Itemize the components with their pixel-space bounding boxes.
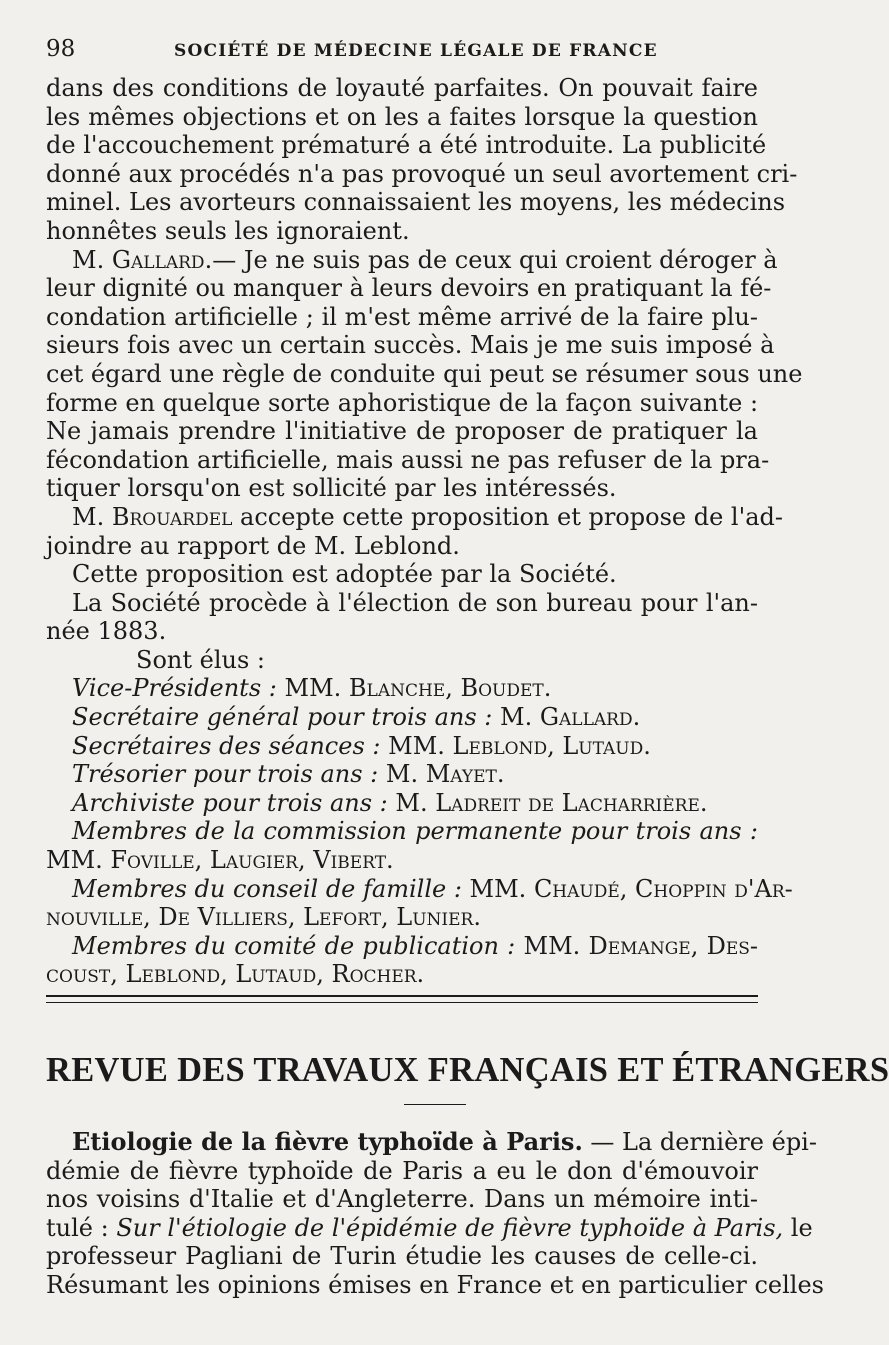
text-run: — La dernière épi- bbox=[582, 1128, 817, 1156]
text-line: Cette proposition est adoptée par la Société. bbox=[72, 560, 617, 589]
officer-line bbox=[46, 732, 758, 761]
text-run: tulé : bbox=[46, 1213, 117, 1242]
text-line: de l'accouchement prématuré a été introduite. La publicité bbox=[46, 131, 767, 160]
text-line bbox=[46, 1213, 813, 1243]
officer-line bbox=[46, 760, 758, 789]
officer-role: Secrétaires des séances : bbox=[72, 731, 381, 760]
speaker-name: M. Brouardel bbox=[72, 502, 233, 531]
running-head bbox=[46, 34, 758, 64]
comite-line bbox=[46, 932, 758, 961]
page-number: 98 bbox=[46, 36, 76, 62]
officer-names: M. Gallard. bbox=[492, 703, 641, 732]
article-first-line bbox=[46, 1127, 817, 1157]
article-heading: Etiologie de la fièvre typhoïde à Paris. bbox=[72, 1127, 583, 1156]
officer-line bbox=[46, 703, 758, 732]
elected-intro: Sont élus : bbox=[136, 645, 265, 674]
officer-role: Archiviste pour trois ans : bbox=[72, 788, 388, 817]
text-line: honnêtes seuls les ignoraient. bbox=[46, 216, 410, 245]
section-divider bbox=[46, 995, 758, 1007]
officer-role: Trésorier pour trois ans : bbox=[72, 760, 379, 789]
divider-thin bbox=[46, 1002, 758, 1003]
text-line: Ne jamais prendre l'initiative de proposer de pratiquer la bbox=[46, 417, 758, 446]
section-title: REVUE DES TRAVAUX FRANÇAIS ET ÉTRANGERS bbox=[46, 1050, 889, 1089]
speaker-name: M. Gallard. bbox=[72, 245, 213, 274]
text-line: nos voisins d'Italie et d'Angleterre. Dans un mémoire inti- bbox=[46, 1185, 758, 1214]
text-line: tiquer lorsqu'on est sollicité par les intéressés. bbox=[46, 474, 617, 503]
comite-names: coust, Leblond, Lutaud, Rocher. bbox=[46, 960, 425, 989]
officer-names: MM. Blanche, Boudet. bbox=[276, 674, 552, 703]
officer-line bbox=[46, 789, 758, 818]
text-run: accepte cette proposition et propose de l'ad- bbox=[232, 502, 783, 531]
officer-role: Vice-Présidents : bbox=[72, 674, 277, 703]
commission-names: MM. Foville, Laugier, Vibert. bbox=[46, 846, 394, 875]
text-line: fécondation artificielle, mais aussi ne pas refuser de la pra- bbox=[46, 445, 770, 474]
officer-role: Secrétaire général pour trois ans : bbox=[72, 703, 493, 732]
paragraph-brouardel bbox=[46, 502, 783, 532]
article-text bbox=[46, 1127, 824, 1300]
paragraph-gallard bbox=[46, 245, 778, 275]
text-line: condation artificielle ; il m'est même arrivé de la faire plu- bbox=[46, 302, 758, 331]
journal-title: SOCIÉTÉ DE MÉDECINE LÉGALE DE FRANCE bbox=[174, 41, 658, 61]
conseil-line bbox=[46, 874, 793, 904]
text-line: démie de fièvre typhoïde de Paris a eu le don d'émouvoir bbox=[46, 1156, 758, 1185]
officer-role: Membres du comité de publication : bbox=[72, 931, 516, 960]
text-line: professeur Pagliani de Turin étudie les causes de celle-ci. bbox=[46, 1242, 758, 1271]
text-line: joindre au rapport de M. Leblond. bbox=[46, 531, 460, 560]
text-line: leur dignité ou manquer à leurs devoirs en pratiquant la fé- bbox=[46, 274, 772, 303]
text-line: dans des conditions de loyauté parfaites. On pouvait faire bbox=[46, 74, 758, 102]
text-line: les mêmes objections et on les a faites lorsque la question bbox=[46, 102, 758, 131]
text-line: donné aux procédés n'a pas provoqué un seul avortement cri- bbox=[46, 159, 798, 188]
commission-role-line bbox=[46, 817, 758, 846]
memoir-title: Sur l'étiologie de l'épidémie de fièvre typhoïde à Paris, bbox=[116, 1213, 784, 1242]
officer-names: MM. Leblond, Lutaud. bbox=[380, 731, 651, 760]
officer-names: MM. Demange, Des- bbox=[515, 931, 758, 960]
conseil-names: nouville, De Villiers, Lefort, Lunier. bbox=[46, 903, 481, 932]
officer-names: M. Ladreit de Lacharrière. bbox=[387, 788, 708, 817]
text-line: minel. Les avorteurs connaissaient les moyens, les médecins bbox=[46, 188, 786, 217]
text-line: sieurs fois avec un certain succès. Mais je me suis imposé à bbox=[46, 331, 775, 360]
officer-line bbox=[46, 674, 758, 703]
text-line: Résumant les opinions émises en France et en particulier celles bbox=[46, 1270, 824, 1299]
officer-role: Membres du conseil de famille : bbox=[72, 874, 462, 903]
text-run: — Je ne suis pas de ceux qui croient déroger à bbox=[212, 245, 778, 274]
text-run: le bbox=[783, 1213, 813, 1242]
body-text bbox=[46, 74, 803, 989]
officer-names: M. Mayet. bbox=[378, 760, 505, 789]
title-underline bbox=[404, 1104, 466, 1105]
officer-role: Membres de la commission permanente pour trois ans : bbox=[72, 817, 758, 846]
text-line: forme en quelque sorte aphoristique de la façon suivante : bbox=[46, 388, 759, 417]
officer-names: MM. Chaudé, Choppin d'Ar- bbox=[461, 874, 793, 903]
text-line: cet égard une règle de conduite qui peut se résumer sous une bbox=[46, 359, 803, 388]
text-line: La Société procède à l'élection de son bureau pour l'an- bbox=[72, 588, 758, 617]
divider-thick bbox=[46, 995, 758, 997]
text-line: née 1883. bbox=[46, 617, 167, 646]
